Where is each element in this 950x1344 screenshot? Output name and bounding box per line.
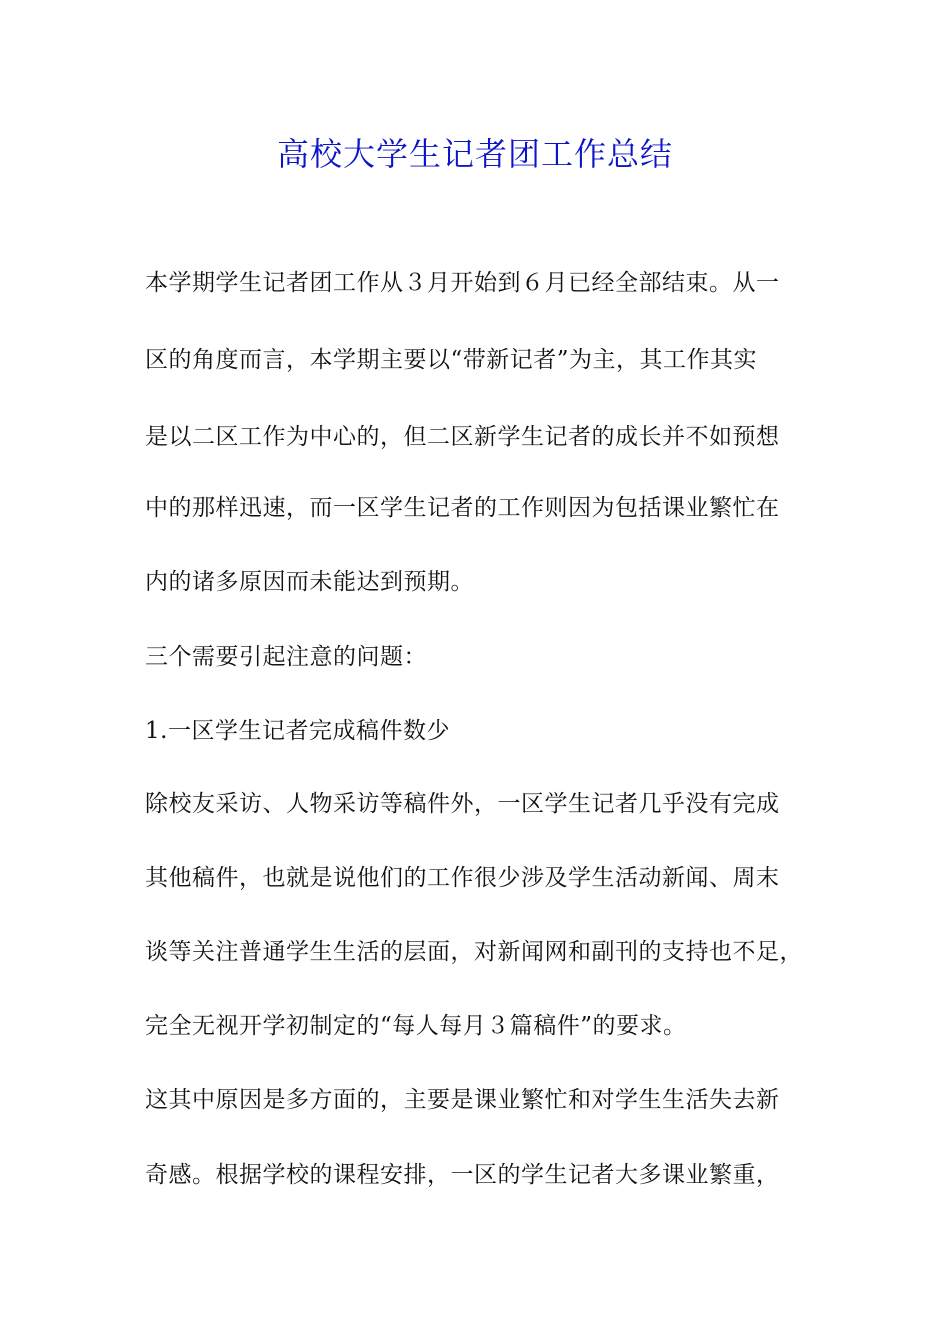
text-line-13: 奇感。根据学校的课程安排，一区的学生记者大多课业繁重， xyxy=(145,1162,780,1188)
text-line-12: 这其中原因是多方面的，主要是课业繁忙和对学生生活失去新 xyxy=(145,1087,780,1113)
text-line-1: 本学期学生记者团工作从３月开始到６月已经全部结束。从一 xyxy=(145,270,780,296)
text-line-7: 1.一区学生记者完成稿件数少 xyxy=(145,718,450,744)
text-line-10: 谈等关注普通学生生活的层面，对新闻网和副刊的支持也不足， xyxy=(145,939,803,965)
text-line-6: 三个需要引起注意的问题： xyxy=(145,644,427,670)
text-line-2: 区的角度而言，本学期主要以“带新记者”为主，其工作其实 xyxy=(145,347,758,373)
text-line-9: 其他稿件，也就是说他们的工作很少涉及学生活动新闻、周末 xyxy=(145,865,780,891)
text-line-3: 是以二区工作为中心的，但二区新学生记者的成长并不如预想 xyxy=(145,424,780,450)
text-line-4: 中的那样迅速，而一区学生记者的工作则因为包括课业繁忙在 xyxy=(145,495,780,521)
text-line-11: 完全无视开学初制定的“每人每月３篇稿件”的要求。 xyxy=(145,1013,687,1039)
text-line-5: 内的诸多原因而未能达到预期。 xyxy=(145,569,474,595)
text-line-8: 除校友采访、人物采访等稿件外，一区学生记者几乎没有完成 xyxy=(145,791,780,817)
document-title: 高校大学生记者团工作总结 xyxy=(276,135,673,173)
